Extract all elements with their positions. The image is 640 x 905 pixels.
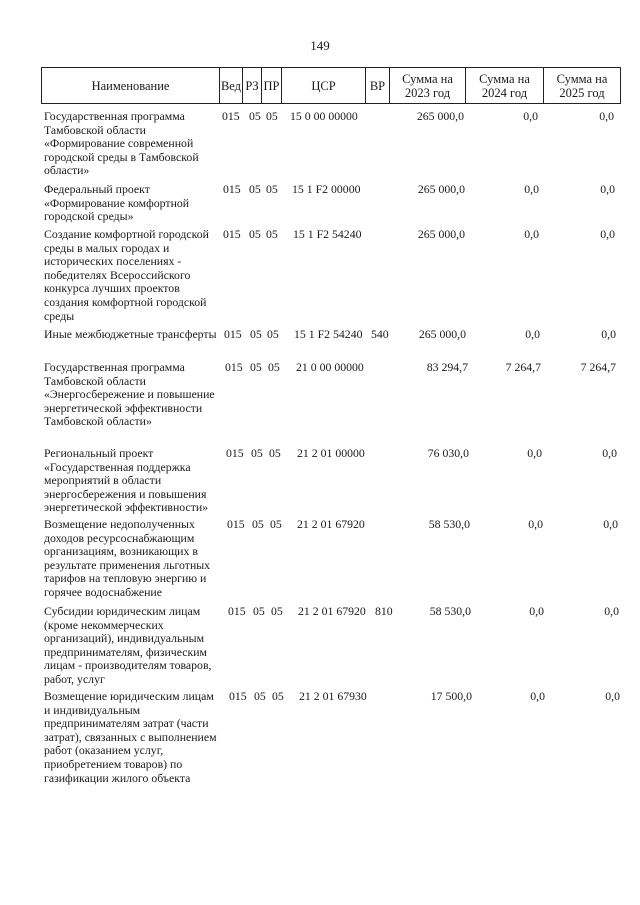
row-csr: 21 0 00 00000 (296, 360, 364, 374)
row-name: Федеральный проект «Формирование комфортной городской среды» (44, 182, 190, 224)
row-sum-2024: 7 264,7 (505, 360, 541, 374)
row-rz: 05 (254, 689, 266, 703)
header-sum-2024: Сумма на 2024 год (465, 68, 543, 103)
row-pr: 05 (268, 360, 280, 374)
row-ved: 015 (228, 604, 246, 618)
row-rz: 05 (249, 182, 261, 196)
row-sum-2024: 0,0 (523, 109, 538, 123)
row-pr: 05 (267, 327, 279, 341)
row-ved: 015 (224, 327, 242, 341)
row-rz: 05 (251, 446, 263, 460)
row-ved: 015 (226, 446, 244, 460)
row-sum-2024: 0,0 (527, 446, 542, 460)
row-pr: 05 (272, 689, 284, 703)
row-ved: 015 (222, 109, 240, 123)
header-rz: РЗ (242, 68, 261, 103)
row-sum-2023: 265 000,0 (418, 327, 466, 341)
row-name: Иные межбюджетные трансферты (44, 327, 217, 341)
row-csr: 15 0 00 00000 (290, 109, 358, 123)
row-ved: 015 (225, 360, 243, 374)
row-sum-2025: 0,0 (600, 182, 615, 196)
row-rz: 05 (252, 517, 264, 531)
row-pr: 05 (266, 227, 278, 241)
row-ved: 015 (227, 517, 245, 531)
row-pr: 05 (271, 604, 283, 618)
row-rz: 05 (253, 604, 265, 618)
row-name: Субсидии юридическим лицам (кроме некоммерческих организаций), индивидуальным предпринимателям, физическим лицам - производителям товаров, работ, услуг (44, 604, 212, 686)
row-csr: 21 2 01 67920 (298, 604, 366, 618)
row-sum-2024: 0,0 (528, 517, 543, 531)
row-csr: 21 2 01 67920 (297, 517, 365, 531)
header-vr: ВР (365, 68, 389, 103)
row-pr: 05 (266, 182, 278, 196)
row-sum-2024: 0,0 (525, 327, 540, 341)
row-rz: 05 (250, 360, 262, 374)
row-ved: 015 (229, 689, 247, 703)
row-sum-2023: 76 030,0 (427, 446, 469, 460)
row-pr: 05 (270, 517, 282, 531)
row-sum-2024: 0,0 (524, 227, 539, 241)
row-name: Государственная программа Тамбовской области «Формирование современной городской среды в Тамбовской области» (44, 109, 199, 178)
row-ved: 015 (223, 182, 241, 196)
header-sum-2025: Сумма на 2025 год (543, 68, 621, 103)
row-sum-2023: 58 530,0 (428, 517, 470, 531)
header-csr: ЦСР (281, 68, 365, 103)
row-name: Государственная программа Тамбовской области «Энергосбережение и повышение энергетической эффективности Тамбовской области» (44, 360, 215, 429)
row-vr: 810 (375, 604, 393, 618)
page-number: 149 (310, 38, 330, 53)
row-sum-2023: 265 000,0 (417, 182, 465, 196)
row-name: Создание комфортной городской среды в малых городах и исторических поселениях - победителях Всероссийского конкурса лучших проектов создания комфортной городской среды (44, 227, 209, 323)
row-sum-2025: 0,0 (605, 689, 620, 703)
row-sum-2025: 0,0 (600, 227, 615, 241)
row-sum-2023: 58 530,0 (429, 604, 471, 618)
header-ved: Вед (219, 68, 242, 103)
row-sum-2024: 0,0 (530, 689, 545, 703)
row-sum-2025: 0,0 (602, 446, 617, 460)
row-sum-2025: 0,0 (601, 327, 616, 341)
row-name: Возмещение недополученных доходов ресурсоснабжающим организациям, возникающих в результате применения льготных тарифов на тепловую энергию и горячее водоснабжение (44, 517, 211, 599)
row-vr: 540 (371, 327, 389, 341)
row-sum-2024: 0,0 (529, 604, 544, 618)
row-rz: 05 (249, 227, 261, 241)
row-sum-2025: 7 264,7 (580, 360, 616, 374)
row-sum-2024: 0,0 (524, 182, 539, 196)
row-sum-2025: 0,0 (599, 109, 614, 123)
row-csr: 15 1 F2 54240 (294, 327, 363, 341)
row-rz: 05 (249, 109, 261, 123)
row-csr: 15 1 F2 54240 (293, 227, 362, 241)
row-rz: 05 (250, 327, 262, 341)
header-sum-2023: Сумма на 2023 год (389, 68, 465, 103)
row-sum-2025: 0,0 (604, 604, 619, 618)
table-header (41, 67, 621, 104)
row-csr: 21 2 01 00000 (297, 446, 365, 460)
row-csr: 15 1 F2 00000 (292, 182, 361, 196)
row-name: Региональный проект «Государственная поддержка мероприятий в области энергосбережения и повышения энергетической эффективности» (44, 446, 209, 515)
row-sum-2025: 0,0 (603, 517, 618, 531)
row-pr: 05 (269, 446, 281, 460)
header-name: Наименование (41, 68, 219, 103)
row-sum-2023: 265 000,0 (417, 227, 465, 241)
row-csr: 21 2 01 67930 (299, 689, 367, 703)
row-name: Возмещение юридическим лицам и индивидуальным предпринимателям затрат (части затрат), связанных с выполнением работ (оказанием услуг, приобретением товаров) по газификации жилого объекта (44, 689, 217, 785)
row-pr: 05 (266, 109, 278, 123)
row-ved: 015 (223, 227, 241, 241)
row-sum-2023: 17 500,0 (430, 689, 472, 703)
row-sum-2023: 83 294,7 (426, 360, 468, 374)
row-sum-2023: 265 000,0 (416, 109, 464, 123)
header-pr: ПР (261, 68, 281, 103)
